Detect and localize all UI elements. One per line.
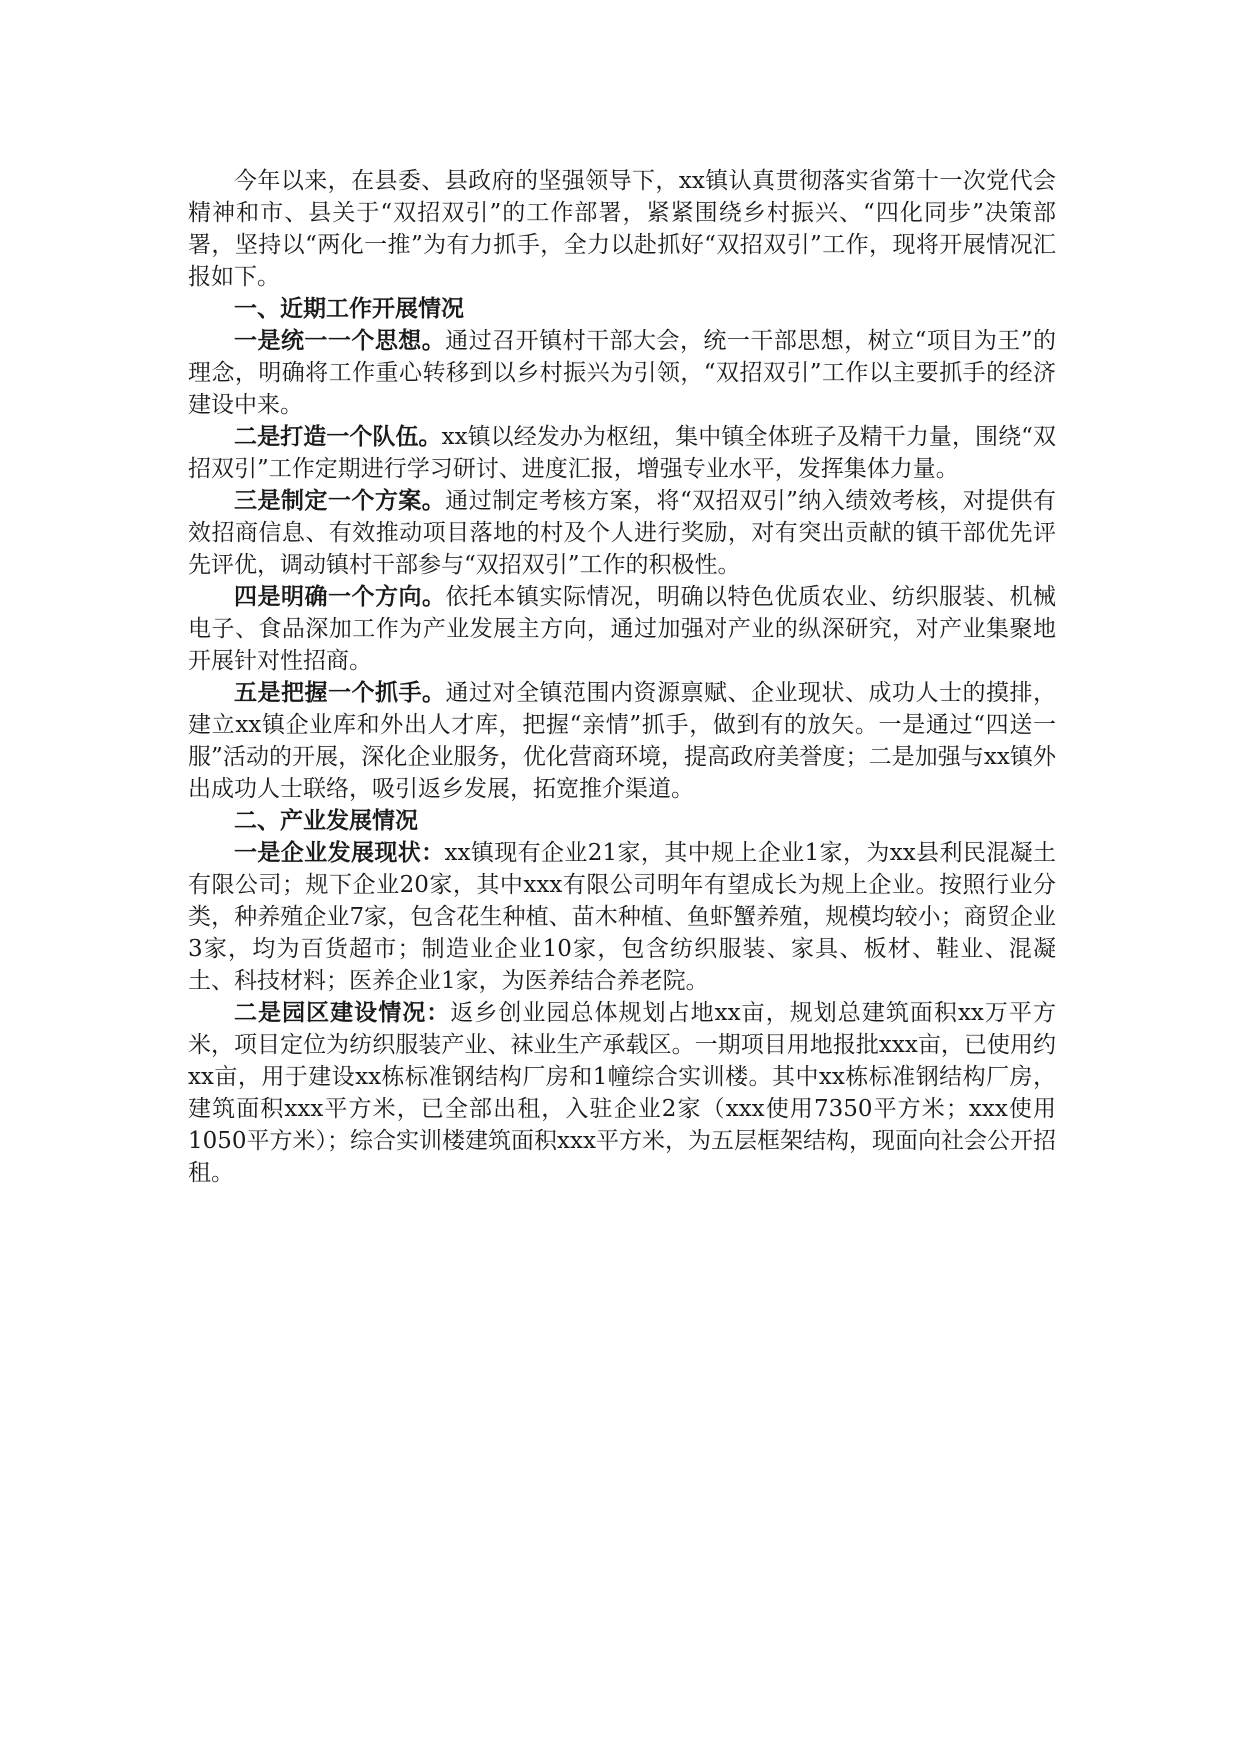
paragraph-lead: 三是制定一个方案。 bbox=[234, 488, 446, 514]
paragraph-unify-thinking bbox=[188, 325, 1056, 421]
section-heading-2: 二、产业发展情况 bbox=[234, 808, 418, 834]
paragraph-enterprise-status bbox=[188, 837, 1056, 997]
paragraph-text: 通过制定考核方案，将“双招双引”纳入绩效考核，对提供有效招商信息、有效推动项目落地的村及个人进行奖励，对有突出贡献的镇干部优先评先评优，调动镇村干部参与“双招双引”工作的积极性。 bbox=[188, 488, 1057, 578]
paragraph-lead: 一是企业发展现状： bbox=[234, 840, 445, 866]
document-body bbox=[188, 165, 1056, 1189]
paragraph-lead: 二是打造一个队伍。 bbox=[234, 424, 442, 450]
paragraph-text: 通过召开镇村干部大会，统一干部思想，树立“项目为王”的理念，明确将工作重心转移到以乡村振兴为引领，“双招双引”工作以主要抓手的经济建设中来。 bbox=[188, 328, 1057, 418]
paragraph-make-plan bbox=[188, 485, 1056, 581]
paragraph-lead: 五是把握一个抓手。 bbox=[234, 680, 446, 706]
paragraph-lead: 一是统一一个思想。 bbox=[234, 328, 446, 354]
paragraph-lead: 四是明确一个方向。 bbox=[234, 584, 446, 610]
section-heading-1: 一、近期工作开展情况 bbox=[234, 296, 464, 322]
paragraph-park-construction bbox=[188, 997, 1056, 1189]
paragraph-text: xx镇现有企业21家，其中规上企业1家，为xx县利民混凝土有限公司；规下企业20家，其中xxx有限公司明年有望成长为规上企业。按照行业分类，种养殖企业7家，包含花生种植、苗木种植、鱼虾蟹养殖，规模均较小；商贸企业3家，均为百货超市；制造业企业10家，包含纺织服装、家具、板材、鞋业、混凝土、科技材料；医养企业1家，为医养结合养老院。 bbox=[188, 840, 1056, 994]
paragraph-text: 依托本镇实际情况，明确以特色优质农业、纺织服装、机械电子、食品深加工作为产业发展主方向，通过加强对产业的纵深研究，对产业集聚地开展针对性招商。 bbox=[188, 584, 1056, 674]
paragraph-lead: 二是园区建设情况： bbox=[234, 1000, 451, 1026]
paragraph-set-direction bbox=[188, 581, 1056, 677]
paragraph-text: 返乡创业园总体规划占地xx亩，规划总建筑面积xx万平方米，项目定位为纺织服装产业、袜业生产承载区。一期项目用地报批xxx亩，已使用约xx亩，用于建设xx栋标准钢结构厂房和1幢综合实训楼。其中xx栋标准钢结构厂房，建筑面积xxx平方米，已全部出租，入驻企业2家（xxx使用7350平方米；xxx使用1050平方米）；综合实训楼建筑面积xxx平方米，为五层框架结构，现面向社会公开招租。 bbox=[188, 1000, 1057, 1186]
intro-paragraph: 今年以来，在县委、县政府的坚强领导下，xx镇认真贯彻落实省第十一次党代会精神和市、县关于“双招双引”的工作部署，紧紧围绕乡村振兴、“四化同步”决策部署，坚持以“两化一推”为有力抓手，全力以赴抓好“双招双引”工作，现将开展情况汇报如下。 bbox=[188, 168, 1056, 290]
paragraph-grasp-lever bbox=[188, 677, 1056, 805]
paragraph-text: 通过对全镇范围内资源禀赋、企业现状、成功人士的摸排，建立xx镇企业库和外出人才库，把握“亲情”抓手，做到有的放矢。一是通过“四送一服”活动的开展，深化企业服务，优化营商环境，提高政府美誉度；二是加强与xx镇外出成功人士联络，吸引返乡发展，拓宽推介渠道。 bbox=[188, 680, 1056, 802]
paragraph-text: xx镇以经发办为枢纽，集中镇全体班子及精干力量，围绕“双招双引”工作定期进行学习研讨、进度汇报，增强专业水平，发挥集体力量。 bbox=[188, 424, 1057, 482]
paragraph-build-team bbox=[188, 421, 1056, 485]
